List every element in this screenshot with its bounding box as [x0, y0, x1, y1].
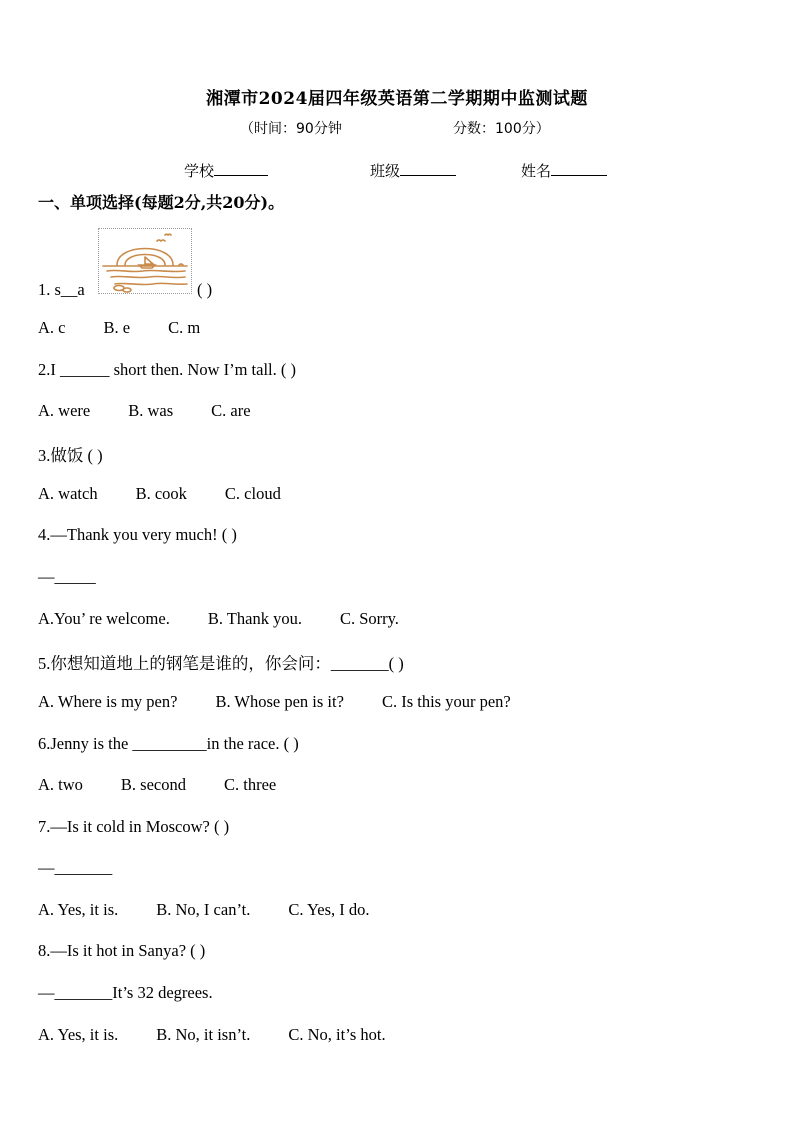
option-a[interactable]: A.You’ re welcome.	[38, 609, 170, 628]
option-b[interactable]: B. e	[103, 318, 131, 337]
name-blank[interactable]	[551, 161, 607, 176]
option-c[interactable]: C. are	[211, 401, 251, 420]
option-c[interactable]: C. No, it’s hot.	[288, 1025, 386, 1044]
question-4-options	[38, 609, 437, 629]
school-label: 学校	[184, 162, 215, 180]
question-8-stem: 8.—Is it hot in Sanya? ( )	[38, 941, 206, 960]
question-7-options	[38, 900, 408, 920]
class-blank[interactable]	[400, 161, 456, 176]
score-info: 分数：100分）	[453, 121, 550, 137]
option-a[interactable]: A. c	[38, 318, 66, 337]
option-c[interactable]: C. cloud	[224, 484, 281, 503]
name-field	[521, 160, 607, 181]
question-6-options	[38, 775, 314, 795]
question-3-options	[38, 484, 319, 504]
question-4-stem: 4.—Thank you very much! ( )	[38, 525, 237, 544]
exam-title: 湘潭市2024届四年级英语第二学期期中监测试题	[206, 89, 588, 109]
option-c[interactable]: C. three	[224, 775, 277, 794]
option-a[interactable]: A. Where is my pen?	[38, 692, 178, 711]
question-8-options	[38, 1025, 424, 1045]
question-5-stem: 5.你想知道地上的钢笔是谁的，你会问：_______( )	[38, 654, 404, 673]
option-a[interactable]: A. were	[38, 401, 91, 420]
question-7-reply: —_______	[38, 858, 113, 877]
question-3-stem: 3.做饭 ( )	[38, 446, 103, 465]
option-c[interactable]: C. Sorry.	[339, 609, 399, 628]
question-1-answer-paren[interactable]: ( )	[197, 280, 213, 299]
question-7-stem: 7.—Is it cold in Moscow? ( )	[38, 817, 230, 836]
option-b[interactable]: B. Whose pen is it?	[215, 692, 344, 711]
option-a[interactable]: A. Yes, it is.	[38, 900, 119, 919]
option-c[interactable]: C. m	[168, 318, 201, 337]
question-1-options	[38, 318, 238, 338]
class-label: 班级	[370, 162, 401, 180]
option-b[interactable]: B. second	[120, 775, 186, 794]
question-5-options	[38, 692, 549, 712]
school-field	[184, 160, 268, 181]
question-6-stem: 6.Jenny is the _________in the race. ( )	[38, 734, 299, 753]
question-1-stem: 1. s__a	[38, 280, 85, 299]
question-4-reply: —_____	[38, 567, 96, 586]
time-info: （时间：90分钟	[240, 121, 342, 137]
option-c[interactable]: C. Yes, I do.	[288, 900, 370, 919]
name-label: 姓名	[521, 162, 552, 180]
option-b[interactable]: B. No, it isn’t.	[156, 1025, 251, 1044]
option-a[interactable]: A. watch	[38, 484, 98, 503]
question-2-stem: 2.I ______ short then. Now I’m tall. ( )	[38, 360, 296, 379]
option-b[interactable]: B. was	[128, 401, 174, 420]
section-title: 一、单项选择(每题2分,共20分)。	[38, 193, 285, 212]
question-8-reply: —_______It’s 32 degrees.	[38, 983, 213, 1002]
option-b[interactable]: B. cook	[135, 484, 187, 503]
option-c[interactable]: C. Is this your pen?	[381, 692, 511, 711]
option-b[interactable]: B. Thank you.	[207, 609, 302, 628]
question-1	[38, 280, 212, 300]
question-2-options	[38, 401, 289, 421]
option-a[interactable]: A. Yes, it is.	[38, 1025, 119, 1044]
class-field	[370, 160, 456, 181]
option-a[interactable]: A. two	[38, 775, 83, 794]
option-b[interactable]: B. No, I can’t.	[156, 900, 251, 919]
school-blank[interactable]	[214, 161, 268, 176]
